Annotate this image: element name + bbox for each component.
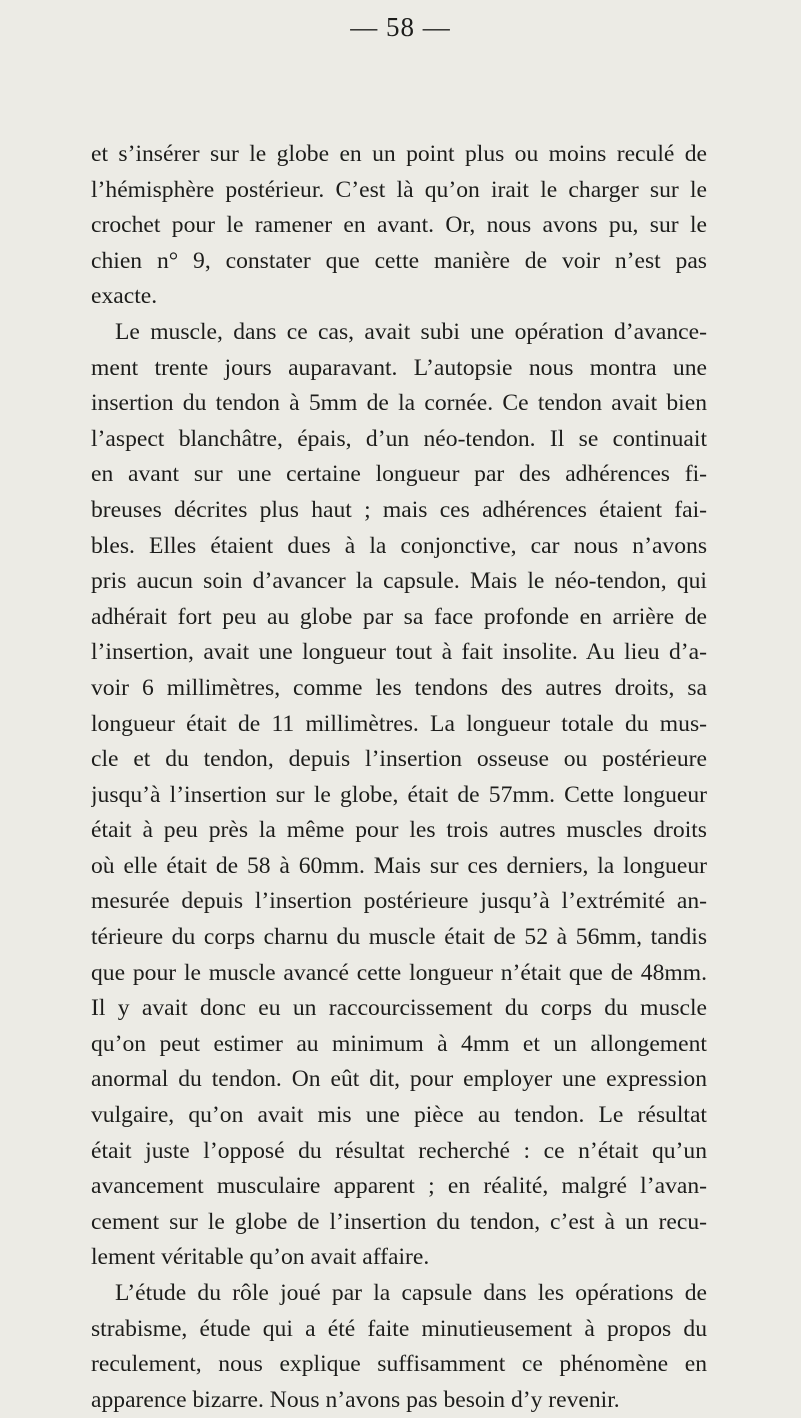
text-line: vulgaire, qu’on avait mis une pièce au tendon. Le résultat [91,1102,707,1129]
text-line: était juste l’opposé du résultat recherché : ce n’était qu’un [91,1137,707,1164]
text-line: pris aucun soin d’avancer la capsule. Mais le néo-tendon, qui [91,568,707,595]
text-line: apparence bizarre. Nous n’avons pas besoin d’y revenir. [91,1386,620,1413]
text-line: anormal du tendon. On eût dit, pour employer une expression [91,1066,707,1093]
text-line: exacte. [91,283,158,310]
text-line: insertion du tendon à 5mm de la cornée. Ce tendon avait bien [91,390,707,417]
text-line: bles. Elles étaient dues à la conjonctive, car nous n’avons [91,532,707,559]
text-line: jusqu’à l’insertion sur le globe, était de 57mm. Cette longueur [91,781,707,808]
text-line: strabisme, étude qui a été faite minutieusement à propos du [91,1315,707,1342]
text-line: reculement, nous explique suffisamment ce phénomène en [91,1351,707,1378]
text-line: qu’on peut estimer au minimum à 4mm et un allongement [91,1030,707,1057]
text-line: et s’insérer sur le globe en un point plus ou moins reculé de [91,141,707,167]
page-number: — 58 — [350,12,451,42]
text-line: Le muscle, dans ce cas, avait subi une opération d’avance- [115,318,707,345]
text-line: l’insertion, avait une longueur tout à fait insolite. Au lieu d’a- [91,639,707,666]
text-line: l’aspect blanchâtre, épais, d’un néo-tendon. Il se continuait [91,425,707,452]
text-line: en avant sur une certaine longueur par des adhérences fi- [91,461,707,488]
text-line: chien n° 9, constater que cette manière de voir n’est pas [91,247,707,274]
text-line: breuses décrites plus haut ; mais ces adhérences étaient fai- [91,496,707,523]
text-line: cle et du tendon, depuis l’insertion osseuse ou postérieure [91,746,707,773]
text-line: Il y avait donc eu un raccourcissement du corps du muscle [91,995,707,1022]
text-line: crochet pour le ramener en avant. Or, nous avons pu, sur le [91,212,707,239]
text-line: que pour le muscle avancé cette longueur n’était que de 48mm. [91,959,707,986]
text-line: ment trente jours auparavant. L’autopsie nous montra une [91,354,707,381]
text-line: voir 6 millimètres, comme les tendons des autres droits, sa [91,674,707,701]
text-line: où elle était de 58 à 60mm. Mais sur ces derniers, la longueur [91,852,707,879]
text-line: l’hémisphère postérieur. C’est là qu’on irait le charger sur le [91,176,707,203]
text-line: avancement musculaire apparent ; en réalité, malgré l’avan- [91,1173,707,1200]
body-text [91,137,707,1418]
text-line: lement véritable qu’on avait affaire. [91,1244,430,1271]
text-line: était à peu près la même pour les trois autres muscles droits [91,817,707,844]
text-line: adhérait fort peu au globe par sa face profonde en arrière de [91,603,707,630]
text-line: longueur était de 11 millimètres. La longueur totale du mus- [91,710,707,737]
text-line: cement sur le globe de l’insertion du tendon, c’est à un recu- [91,1208,707,1235]
text-line: L’étude du rôle joué par la capsule dans les opérations de [115,1280,707,1306]
text-line: térieure du corps charnu du muscle était de 52 à 56mm, tandis [91,924,707,951]
text-line: mesurée depuis l’insertion postérieure jusqu’à l’extrémité an- [91,888,707,915]
